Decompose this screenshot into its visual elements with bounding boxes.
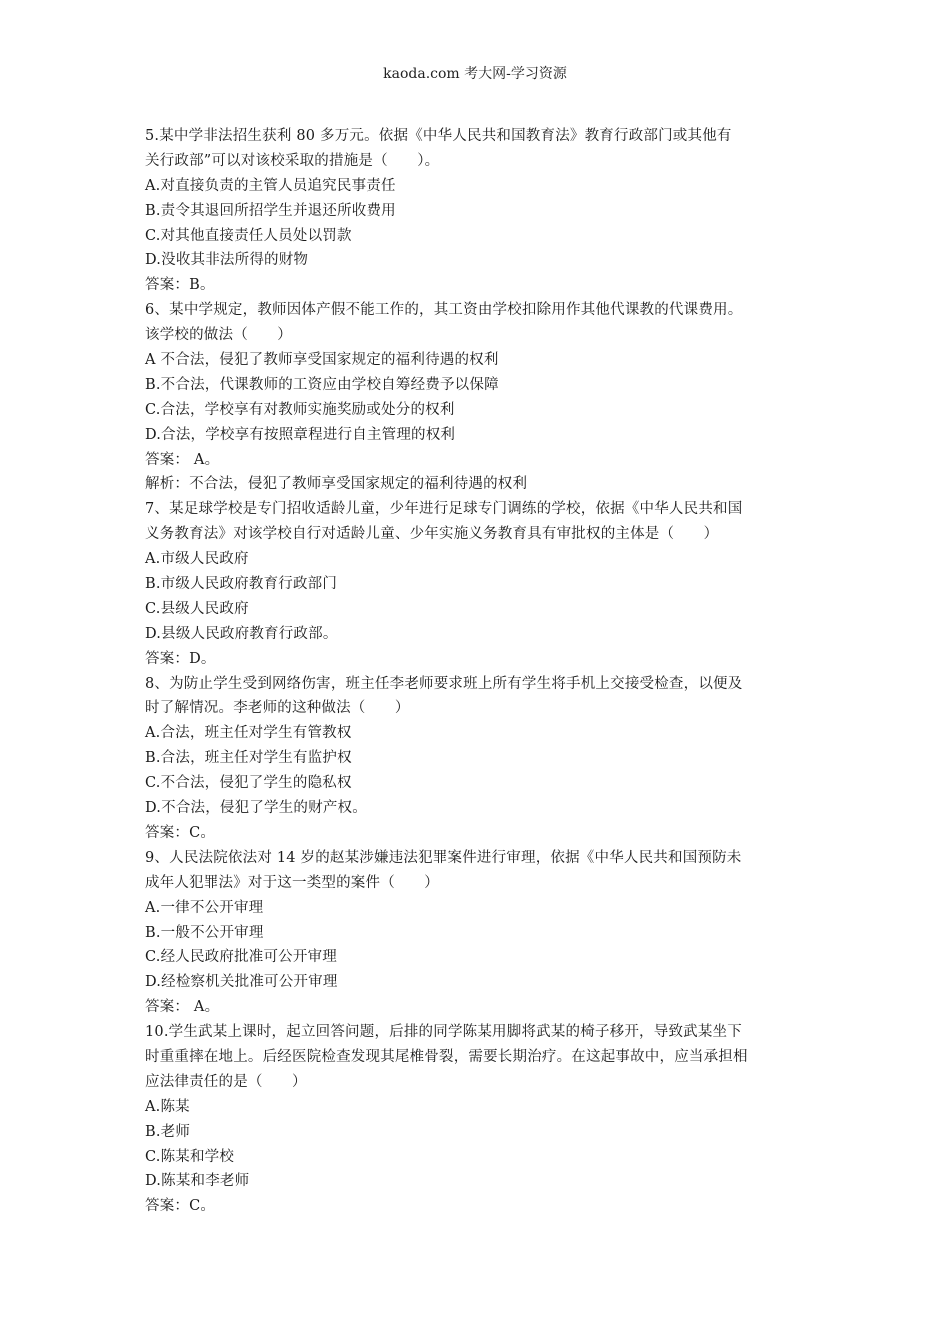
text-line: C.陈某和学校 — [145, 1148, 235, 1165]
answer-line: 答案：D。 — [145, 650, 216, 667]
text-line: A.一律不公开审理 — [145, 899, 264, 916]
text-line: 时了解情况。李老师的这种做法（ ） — [145, 700, 410, 717]
text-line: B.合法，班主任对学生有监护权 — [145, 750, 352, 767]
text-line: A 不合法，侵犯了教师享受国家规定的福利待遇的权利 — [145, 352, 499, 369]
text-line: D.陈某和李老师 — [145, 1173, 250, 1190]
text-line: 7、某足球学校是专门招收适龄儿童，少年进行足球专门调练的学校，依据《中华人民共和国 — [145, 501, 743, 518]
text-line: D.不合法，侵犯了学生的财产权。 — [145, 800, 367, 817]
text-line: B.不合法，代课教师的工资应由学校自筹经费予以保障 — [145, 376, 499, 393]
text-line: C.县级人民政府 — [145, 600, 249, 617]
explanation-line: 解析：不合法，侵犯了教师享受国家规定的福利待遇的权利 — [145, 476, 528, 493]
text-line: 该学校的做法（ ） — [145, 327, 292, 344]
text-line: C.合法，学校享有对教师实施奖励或处分的权利 — [145, 401, 455, 418]
text-line: D.县级人民政府教育行政部。 — [145, 625, 338, 642]
text-line: 5.某中学非法招生获利 80 多万元。依据《中华人民共和国教育法》教育行政部门或其他有 — [145, 128, 732, 144]
text-line: 10.学生武某上课时，起立回答问题，后排的同学陈某用脚将武某的椅子移开，导致武某坐下 — [145, 1024, 742, 1041]
text-line: D.经检察机关批准可公开审理 — [145, 974, 338, 991]
text-line: 应法律责任的是（ ） — [145, 1073, 307, 1090]
text-line: D.合法，学校享有按照章程进行自主管理的权利 — [145, 426, 456, 443]
answer-line: 答案：C。 — [145, 1198, 216, 1215]
answer-line: 答案：B。 — [145, 277, 215, 294]
text-line: C.对其他直接责任人员处以罚款 — [145, 227, 352, 244]
text-line: A.陈某 — [145, 1098, 190, 1115]
text-line: 9、人民法院依法对 14 岁的赵某涉嫌违法犯罪案件进行审理，依据《中华人民共和国预防未 — [145, 849, 742, 866]
text-line: B.市级人民政府教育行政部门 — [145, 576, 338, 593]
text-line: 成年人犯罪法》对于这一类型的案件（ ） — [145, 874, 439, 891]
text-line: D.没收其非法所得的财物 — [145, 252, 309, 269]
text-line: B.一般不公开审理 — [145, 924, 264, 941]
text-line: C.经人民政府批准可公开审理 — [145, 949, 337, 966]
document-body — [145, 124, 815, 1219]
text-line: 6、某中学规定，教师因体产假不能工作的，其工资由学校扣除用作其他代课教的代课费用。 — [145, 302, 743, 319]
text-line: B.责令其退回所招学生并退还所收费用 — [145, 202, 396, 219]
answer-line: 答案： A。 — [145, 999, 220, 1016]
text-line: 义务教育法》对该学校自行对适龄儿童、少年实施义务教育具有审批权的主体是（ ） — [145, 526, 719, 543]
text-line: B.老师 — [145, 1123, 191, 1140]
answer-line: 答案：C。 — [145, 824, 216, 841]
text-line: A.合法，班主任对学生有管教权 — [145, 725, 352, 742]
text-line: 关行政部”可以对该校采取的措施是（ ）。 — [145, 152, 440, 169]
text-line: A.市级人民政府 — [145, 551, 249, 568]
text-line: A.对直接负责的主管人员追究民事责任 — [145, 177, 396, 194]
text-line: 时重重摔在地上。后经医院检查发现其尾椎骨裂，需要长期治疗。在这起事故中，应当承担相 — [145, 1048, 748, 1065]
text-line: C.不合法，侵犯了学生的隐私权 — [145, 775, 352, 792]
page-header: kaoda.com 考大网-学习资源 — [383, 66, 567, 82]
answer-line: 答案： A。 — [145, 451, 220, 468]
text-line: 8、为防止学生受到网络伤害，班主任李老师要求班上所有学生将手机上交接受检查，以便及 — [145, 675, 743, 692]
